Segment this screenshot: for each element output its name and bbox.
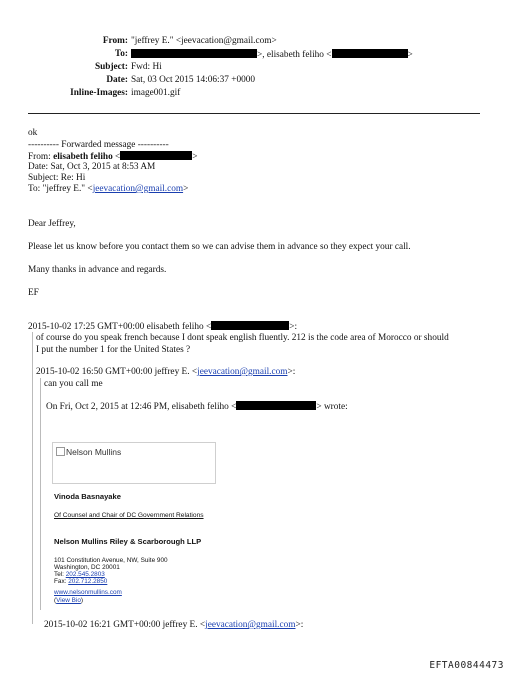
quote-header-2-email-link[interactable]: jeevacation@gmail.com (197, 367, 288, 377)
quote-header-3-prefix: On Fri, Oct 2, 2015 at 12:46 PM, elisabeth feliho < (46, 402, 237, 412)
date-label: Date: (106, 75, 128, 85)
quote-header-2-prefix: 2015-10-02 16:50 GMT+00:00 jeffrey E. < (36, 367, 198, 377)
broken-image-icon (56, 447, 65, 456)
quote-header-1 (28, 321, 297, 333)
fwd-to (28, 184, 188, 195)
sign-off: EF (28, 288, 39, 298)
tel-label: Tel: (54, 571, 66, 578)
signature-fax (54, 578, 107, 585)
forwarded-marker: ---------- Forwarded message ---------- (28, 140, 169, 150)
redaction-block (120, 151, 192, 160)
quote-2-text: can you call me (44, 379, 103, 389)
document-id: EFTA00844473 (429, 660, 504, 671)
quote-1-line-1: of course do you speak french because I dont speak english fluently. 212 is the code area of Morocco or should (36, 333, 449, 343)
quote-header-3-suffix: > wrote: (316, 402, 348, 412)
redaction-block (332, 49, 408, 58)
from-value: "jeffrey E." <jeevacation@gmail.com> (131, 36, 277, 46)
redaction-block (236, 401, 316, 410)
subject-label: Subject: (94, 62, 128, 72)
signature-address-1: 101 Constitution Avenue, NW, Suite 900 (54, 557, 168, 564)
quote-header-4 (44, 620, 303, 631)
quote-header-3 (46, 401, 348, 413)
signature-address-2: Washington, DC 20001 (54, 564, 120, 571)
quote-header-4-prefix: 2015-10-02 16:21 GMT+00:00 jeffrey E. < (44, 620, 206, 630)
fwd-to-email-link[interactable]: jeevacation@gmail.com (92, 184, 184, 194)
to-label: To: (114, 49, 128, 59)
view-bio-link[interactable]: View Bio (56, 597, 81, 604)
subject-value: Fwd: Hi (131, 62, 162, 72)
quote-header-2-suffix: >: (287, 367, 296, 377)
signature-firm: Nelson Mullins Riley & Scarborough LLP (54, 537, 202, 546)
to-end: > (407, 50, 413, 60)
fwd-from-name: elisabeth feliho (53, 152, 113, 162)
signature-tel (54, 571, 105, 578)
inline-images-value: image001.gif (131, 88, 181, 98)
bio-close: ) (80, 597, 84, 604)
fax-link[interactable]: 202.712.2850 (68, 578, 108, 585)
header-divider (28, 113, 480, 114)
body-paragraph-1: Please let us know before you contact them so we can advise them in advance so they expect your call. (28, 242, 411, 252)
quote-bar-1 (32, 332, 33, 624)
to-mid: >, elisabeth feliho < (257, 50, 332, 60)
to-value (131, 49, 413, 61)
tel-link[interactable]: 202.545.2803 (65, 571, 105, 578)
logo-image (56, 447, 121, 457)
date-value: Sat, 03 Oct 2015 14:06:37 +0000 (131, 75, 256, 85)
quote-header-4-email-link[interactable]: jeevacation@gmail.com (205, 620, 296, 630)
quote-1-line-2: I put the number 1 for the United States ? (36, 345, 191, 355)
quote-header-4-suffix: >: (295, 620, 304, 630)
signature-title: Of Counsel and Chair of DC Government Relations (54, 512, 204, 519)
fwd-from-gt: > (192, 152, 198, 162)
quote-header-1-suffix: >: (289, 322, 298, 332)
fwd-from-prefix: From: (28, 152, 54, 162)
quote-bar-2 (40, 378, 41, 610)
fwd-subject: Subject: Re: Hi (28, 173, 86, 183)
inline-images-label: Inline-Images: (70, 88, 128, 98)
view-bio (54, 597, 83, 604)
redaction-block (211, 321, 289, 330)
from-label: From: (102, 36, 128, 46)
fwd-to-suffix: > (183, 184, 189, 194)
fwd-from-lt: < (112, 152, 121, 162)
logo-alt-text: Nelson Mullins (66, 447, 122, 457)
body-ok: ok (28, 128, 38, 138)
fax-label: Fax: (54, 578, 69, 585)
greeting: Dear Jeffrey, (28, 219, 76, 229)
body-paragraph-2: Many thanks in advance and regards. (28, 265, 167, 275)
signature-name: Vinoda Basnayake (54, 492, 121, 501)
quote-header-2 (36, 367, 295, 378)
fwd-date: Date: Sat, Oct 3, 2015 at 8:53 AM (28, 162, 156, 172)
website-link[interactable]: www.nelsonmullins.com (54, 589, 122, 596)
bio-open: ( (54, 597, 57, 604)
redaction-block (131, 49, 257, 58)
quote-header-1-prefix: 2015-10-02 17:25 GMT+00:00 elisabeth feliho < (28, 322, 212, 332)
fwd-to-prefix: To: "jeffrey E." < (28, 184, 93, 194)
